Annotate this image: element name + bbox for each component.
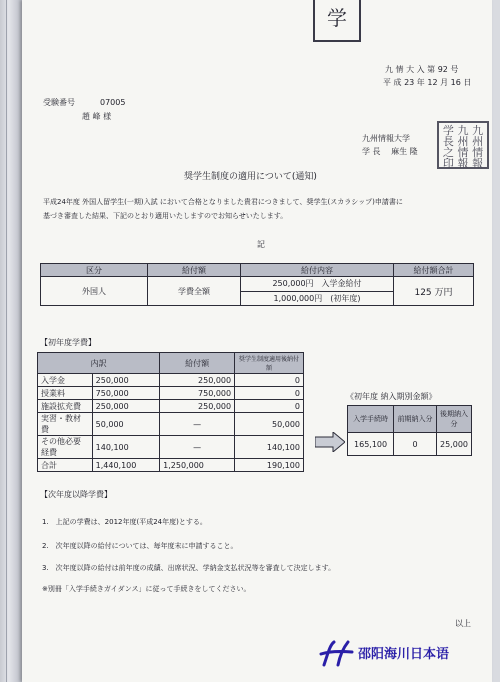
row-fee: 50,000 bbox=[92, 413, 160, 436]
value-first-term: 0 bbox=[394, 433, 437, 456]
col-amount: 給付額 bbox=[148, 264, 241, 277]
recipient-name: 趙 峰 様 bbox=[82, 112, 112, 121]
next-years-heading: 【次年度以降学費】 bbox=[40, 490, 112, 499]
col-first-term: 前期納入分 bbox=[394, 406, 437, 433]
col-category: 区分 bbox=[41, 264, 148, 277]
row-benefit: — bbox=[160, 413, 235, 436]
ki-label: 記 bbox=[257, 240, 265, 249]
amount-value: 学費全額 bbox=[148, 277, 241, 306]
page-edge-line bbox=[6, 0, 7, 682]
installments-table bbox=[347, 405, 472, 456]
row-fee: 250,000 bbox=[92, 374, 160, 387]
seal-char: 之 bbox=[442, 146, 454, 159]
seal-char: 州 bbox=[472, 135, 484, 148]
next-years-item-3: 3. 次年度以降の給付は前年度の成績、出席状況、学納金支払状況等を審査して決定します。 bbox=[42, 564, 336, 572]
seal-char: 九 bbox=[457, 124, 469, 137]
row-fee: 250,000 bbox=[92, 400, 160, 413]
right-arrow-icon bbox=[315, 432, 345, 452]
installments-heading: 《初年度 納入期別金額》 bbox=[346, 392, 437, 401]
document-number: 九 情 大 入 第 92 号 bbox=[385, 65, 459, 74]
first-year-heading: 【初年度学費】 bbox=[40, 338, 96, 347]
content-line-1: 250,000円 入学金給付 bbox=[241, 277, 394, 292]
exam-number-value: 07005 bbox=[100, 98, 126, 107]
seal-char: 印 bbox=[442, 157, 454, 170]
col-content: 給付内容 bbox=[241, 264, 394, 277]
row-fee: 140,100 bbox=[92, 436, 160, 459]
content-line-2: 1,000,000円 (初年度) bbox=[241, 291, 394, 306]
row-benefit: 250,000 bbox=[160, 374, 235, 387]
total-fee: 1,440,100 bbox=[92, 459, 160, 472]
row-after: 0 bbox=[235, 400, 304, 413]
total-benefit: 1,250,000 bbox=[160, 459, 235, 472]
seal-char: 州 bbox=[457, 135, 469, 148]
row-after: 0 bbox=[235, 387, 304, 400]
row-label: 施設拡充費 bbox=[38, 400, 93, 413]
body-text-line-1: 平成24年度 外国人留学生(一期)入試 において合格となりました貴君につきまして、奨学生(スカラシップ)申請書に bbox=[43, 198, 403, 206]
col-total: 給付額合計 bbox=[394, 264, 474, 277]
seal-char: 学 bbox=[442, 124, 454, 137]
value-second-term: 25,000 bbox=[437, 433, 472, 456]
row-benefit: 250,000 bbox=[160, 400, 235, 413]
row-label: その他必要経費 bbox=[38, 436, 93, 459]
col-breakdown: 内訳 bbox=[38, 353, 160, 374]
exam-number-label: 受験番号 bbox=[43, 98, 75, 107]
first-year-table bbox=[37, 352, 304, 472]
total-value: 125 万円 bbox=[394, 277, 474, 306]
logo-h-icon bbox=[318, 639, 354, 669]
row-fee: 750,000 bbox=[92, 387, 160, 400]
seal-char: 報 bbox=[472, 157, 484, 170]
document-date: 平 成 23 年 12 月 16 日 bbox=[383, 78, 472, 87]
president-seal bbox=[437, 121, 489, 169]
seal-char: 報 bbox=[457, 157, 469, 170]
seal-char: 九 bbox=[472, 124, 484, 137]
row-after: 140,100 bbox=[235, 436, 304, 459]
col-after: 奨学生制度適用後納付額 bbox=[235, 353, 304, 374]
logo-text: 邵阳海川日本语 bbox=[358, 647, 450, 662]
stacked-page-edges bbox=[0, 0, 22, 682]
row-after: 50,000 bbox=[235, 413, 304, 436]
document-title: 奨学生制度の適用について(通知) bbox=[184, 172, 317, 182]
col-benefit: 給付額 bbox=[160, 353, 235, 374]
value-at-enrollment: 165,100 bbox=[348, 433, 394, 456]
body-text-line-2: 基づき審査した結果、下記のとおり適用いたしますのでお知らせいたします。 bbox=[43, 212, 288, 220]
seal-char: 情 bbox=[457, 146, 469, 159]
university-name: 九州情報大学 bbox=[362, 134, 410, 143]
row-benefit: — bbox=[160, 436, 235, 459]
total-label: 合計 bbox=[38, 459, 93, 472]
col-second-term: 後期納入分 bbox=[437, 406, 472, 433]
seal-char: 情 bbox=[472, 146, 484, 159]
next-years-item-1: 1. 上記の学費は、2012年度(平成24年度)とする。 bbox=[42, 518, 207, 526]
row-benefit: 750,000 bbox=[160, 387, 235, 400]
row-label: 入学金 bbox=[38, 374, 93, 387]
next-years-note: ※別冊「入学手続きガイダンス」に従って手続きをしてください。 bbox=[42, 585, 251, 593]
row-label: 授業料 bbox=[38, 387, 93, 400]
next-years-item-2: 2. 次年度以降の給付については、毎年度末に申請すること。 bbox=[42, 542, 238, 550]
university-seal-top: 学 bbox=[313, 0, 361, 42]
scholarship-table bbox=[40, 263, 474, 306]
col-at-enrollment: 入学手続時 bbox=[348, 406, 394, 433]
category-value: 外国人 bbox=[41, 277, 148, 306]
row-label: 実習・教材費 bbox=[38, 413, 93, 436]
closing-text: 以上 bbox=[455, 619, 471, 628]
seal-char: 長 bbox=[442, 135, 454, 148]
row-after: 0 bbox=[235, 374, 304, 387]
president-name: 学 長 麻生 隆 bbox=[362, 147, 418, 156]
total-after: 190,100 bbox=[235, 459, 304, 472]
